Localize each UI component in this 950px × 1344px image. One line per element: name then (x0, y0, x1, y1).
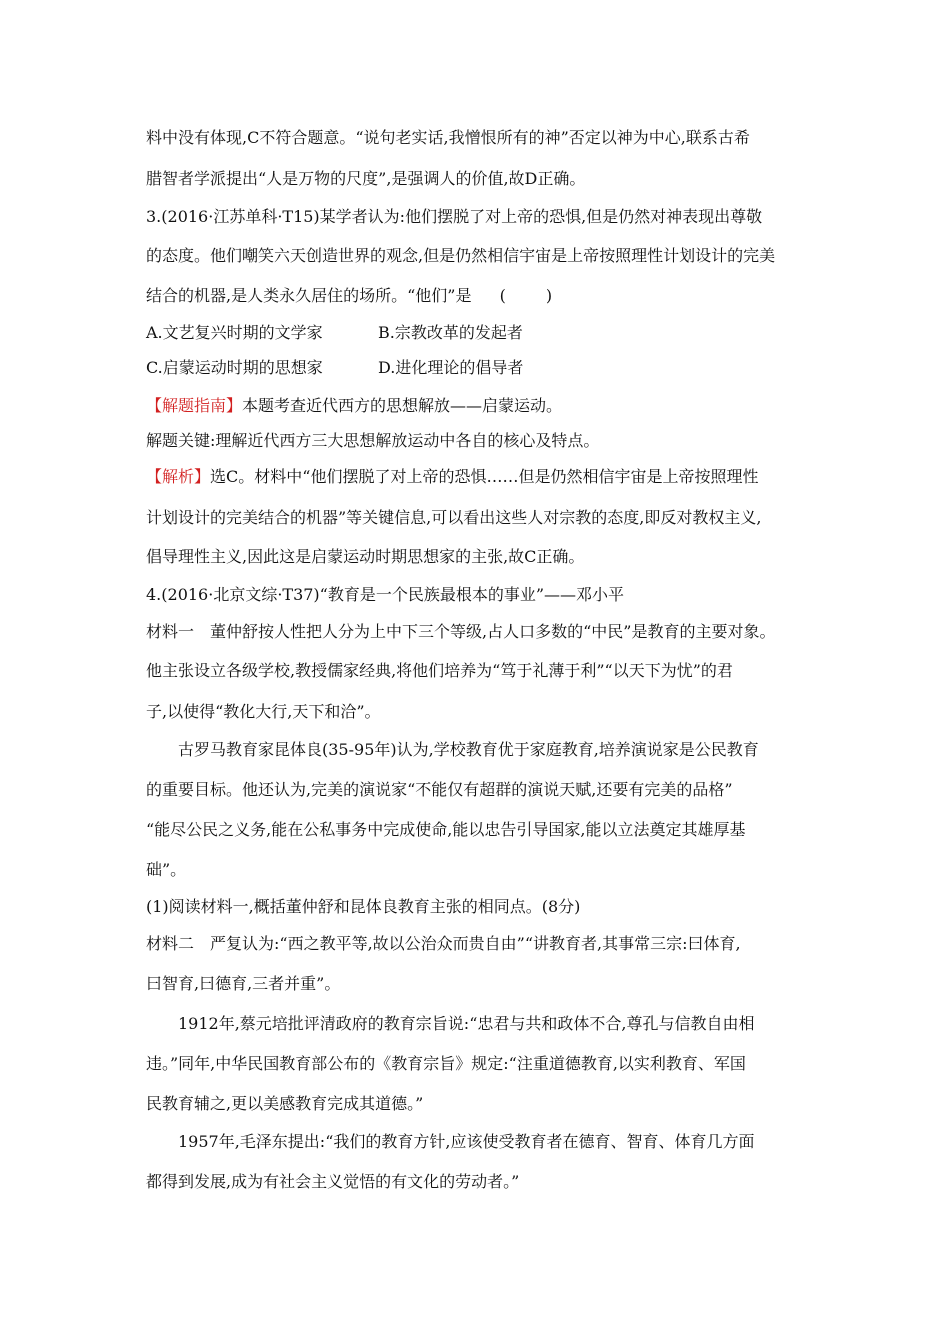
text-line (146, 286, 826, 306)
text-line: 曰智育,曰德育,三者并重”。 (146, 974, 341, 993)
material-two-line: 材料二 严复认为:“西之教平等,故以公治众而贵自由”“讲教育者,其事常三宗:曰体育, (146, 934, 741, 953)
text-line: 他主张设立各级学校,教授儒家经典,将他们培养为“笃于礼薄于利”“以天下为忧”的君 (146, 661, 733, 680)
options-row (146, 323, 826, 343)
text-line: 料中没有体现,C不符合题意。“说句老实话,我憎恨所有的神”否定以神为中心,联系古希 (146, 128, 750, 147)
option-a: A.文艺复兴时期的文学家 (146, 323, 323, 342)
options-row (146, 358, 826, 378)
material-one-line: 材料一 董仲舒按人性把人分为上中下三个等级,占人口多数的“中民”是教育的主要对象。 (146, 622, 776, 641)
text-line: 都得到发展,成为有社会主义觉悟的有文化的劳动者。” (146, 1172, 520, 1191)
question-4-stem: 4.(2016·北京文综·T37)“教育是一个民族最根本的事业”——邓小平 (146, 585, 625, 604)
answer-paren-open: ( (499, 286, 506, 305)
text-line: 计划设计的完美结合的机器”等关键信息,可以看出这些人对宗教的态度,即反对教权主义, (146, 508, 762, 527)
text-line: 的态度。他们嘲笑六天创造世界的观念,但是仍然相信宇宙是上帝按照理性计划设计的完美 (146, 246, 776, 265)
guide-line (146, 396, 826, 416)
option-c: C.启蒙运动时期的思想家 (146, 358, 323, 377)
key-line: 解题关键:理解近代西方三大思想解放运动中各自的核心及特点。 (146, 431, 600, 450)
guide-tag: 【解题指南】 (146, 396, 243, 415)
text-line: 子,以使得“教化大行,天下和洽”。 (146, 702, 381, 721)
sub-question-1: (1)阅读材料一,概括董仲舒和昆体良教育主张的相同点。(8分) (146, 897, 581, 916)
text-line: 古罗马教育家昆体良(35-95年)认为,学校教育优于家庭教育,培养演说家是公民教育 (178, 740, 759, 759)
text-line: 础”。 (146, 860, 187, 879)
text-line: 倡导理性主义,因此这是启蒙运动时期思想家的主张,故C正确。 (146, 547, 585, 566)
text-line: “能尽公民之义务,能在公私事务中完成使命,能以忠告引导国家,能以立法奠定其雄厚基 (146, 820, 746, 839)
answer-paren-close: ) (545, 286, 553, 305)
option-b: B.宗教改革的发起者 (378, 323, 523, 342)
text-line: 的重要目标。他还认为,完美的演说家“不能仅有超群的演说天赋,还要有完美的品格” (146, 780, 733, 799)
analysis-tag: 【解析】 (146, 467, 211, 486)
analysis-line (146, 467, 826, 487)
question-3-stem-end: 结合的机器,是人类永久居住的场所。“他们”是 (146, 286, 472, 305)
text-line: 违。”同年,中华民国教育部公布的《教育宗旨》规定:“注重道德教育,以实利教育、军国 (146, 1054, 746, 1073)
text-line: 腊智者学派提出“人是万物的尺度”,是强调人的价值,故D正确。 (146, 169, 586, 188)
guide-text: 本题考查近代西方的思想解放——启蒙运动。 (242, 396, 563, 415)
analysis-text: 选C。材料中“他们摆脱了对上帝的恐惧……但是仍然相信宇宙是上帝按照理性 (210, 467, 759, 486)
text-line: 民教育辅之,更以美感教育完成其道德。” (146, 1094, 424, 1113)
text-line: 1957年,毛泽东提出:“我们的教育方针,应该使受教育者在德育、智育、体育几方面 (178, 1132, 755, 1151)
option-d: D.进化理论的倡导者 (378, 358, 524, 377)
text-line: 1912年,蔡元培批评清政府的教育宗旨说:“忠君与共和政体不合,尊孔与信教自由相 (178, 1014, 755, 1033)
question-3-stem: 3.(2016·江苏单科·T15)某学者认为:他们摆脱了对上帝的恐惧,但是仍然对神表现出尊敬 (146, 207, 763, 226)
